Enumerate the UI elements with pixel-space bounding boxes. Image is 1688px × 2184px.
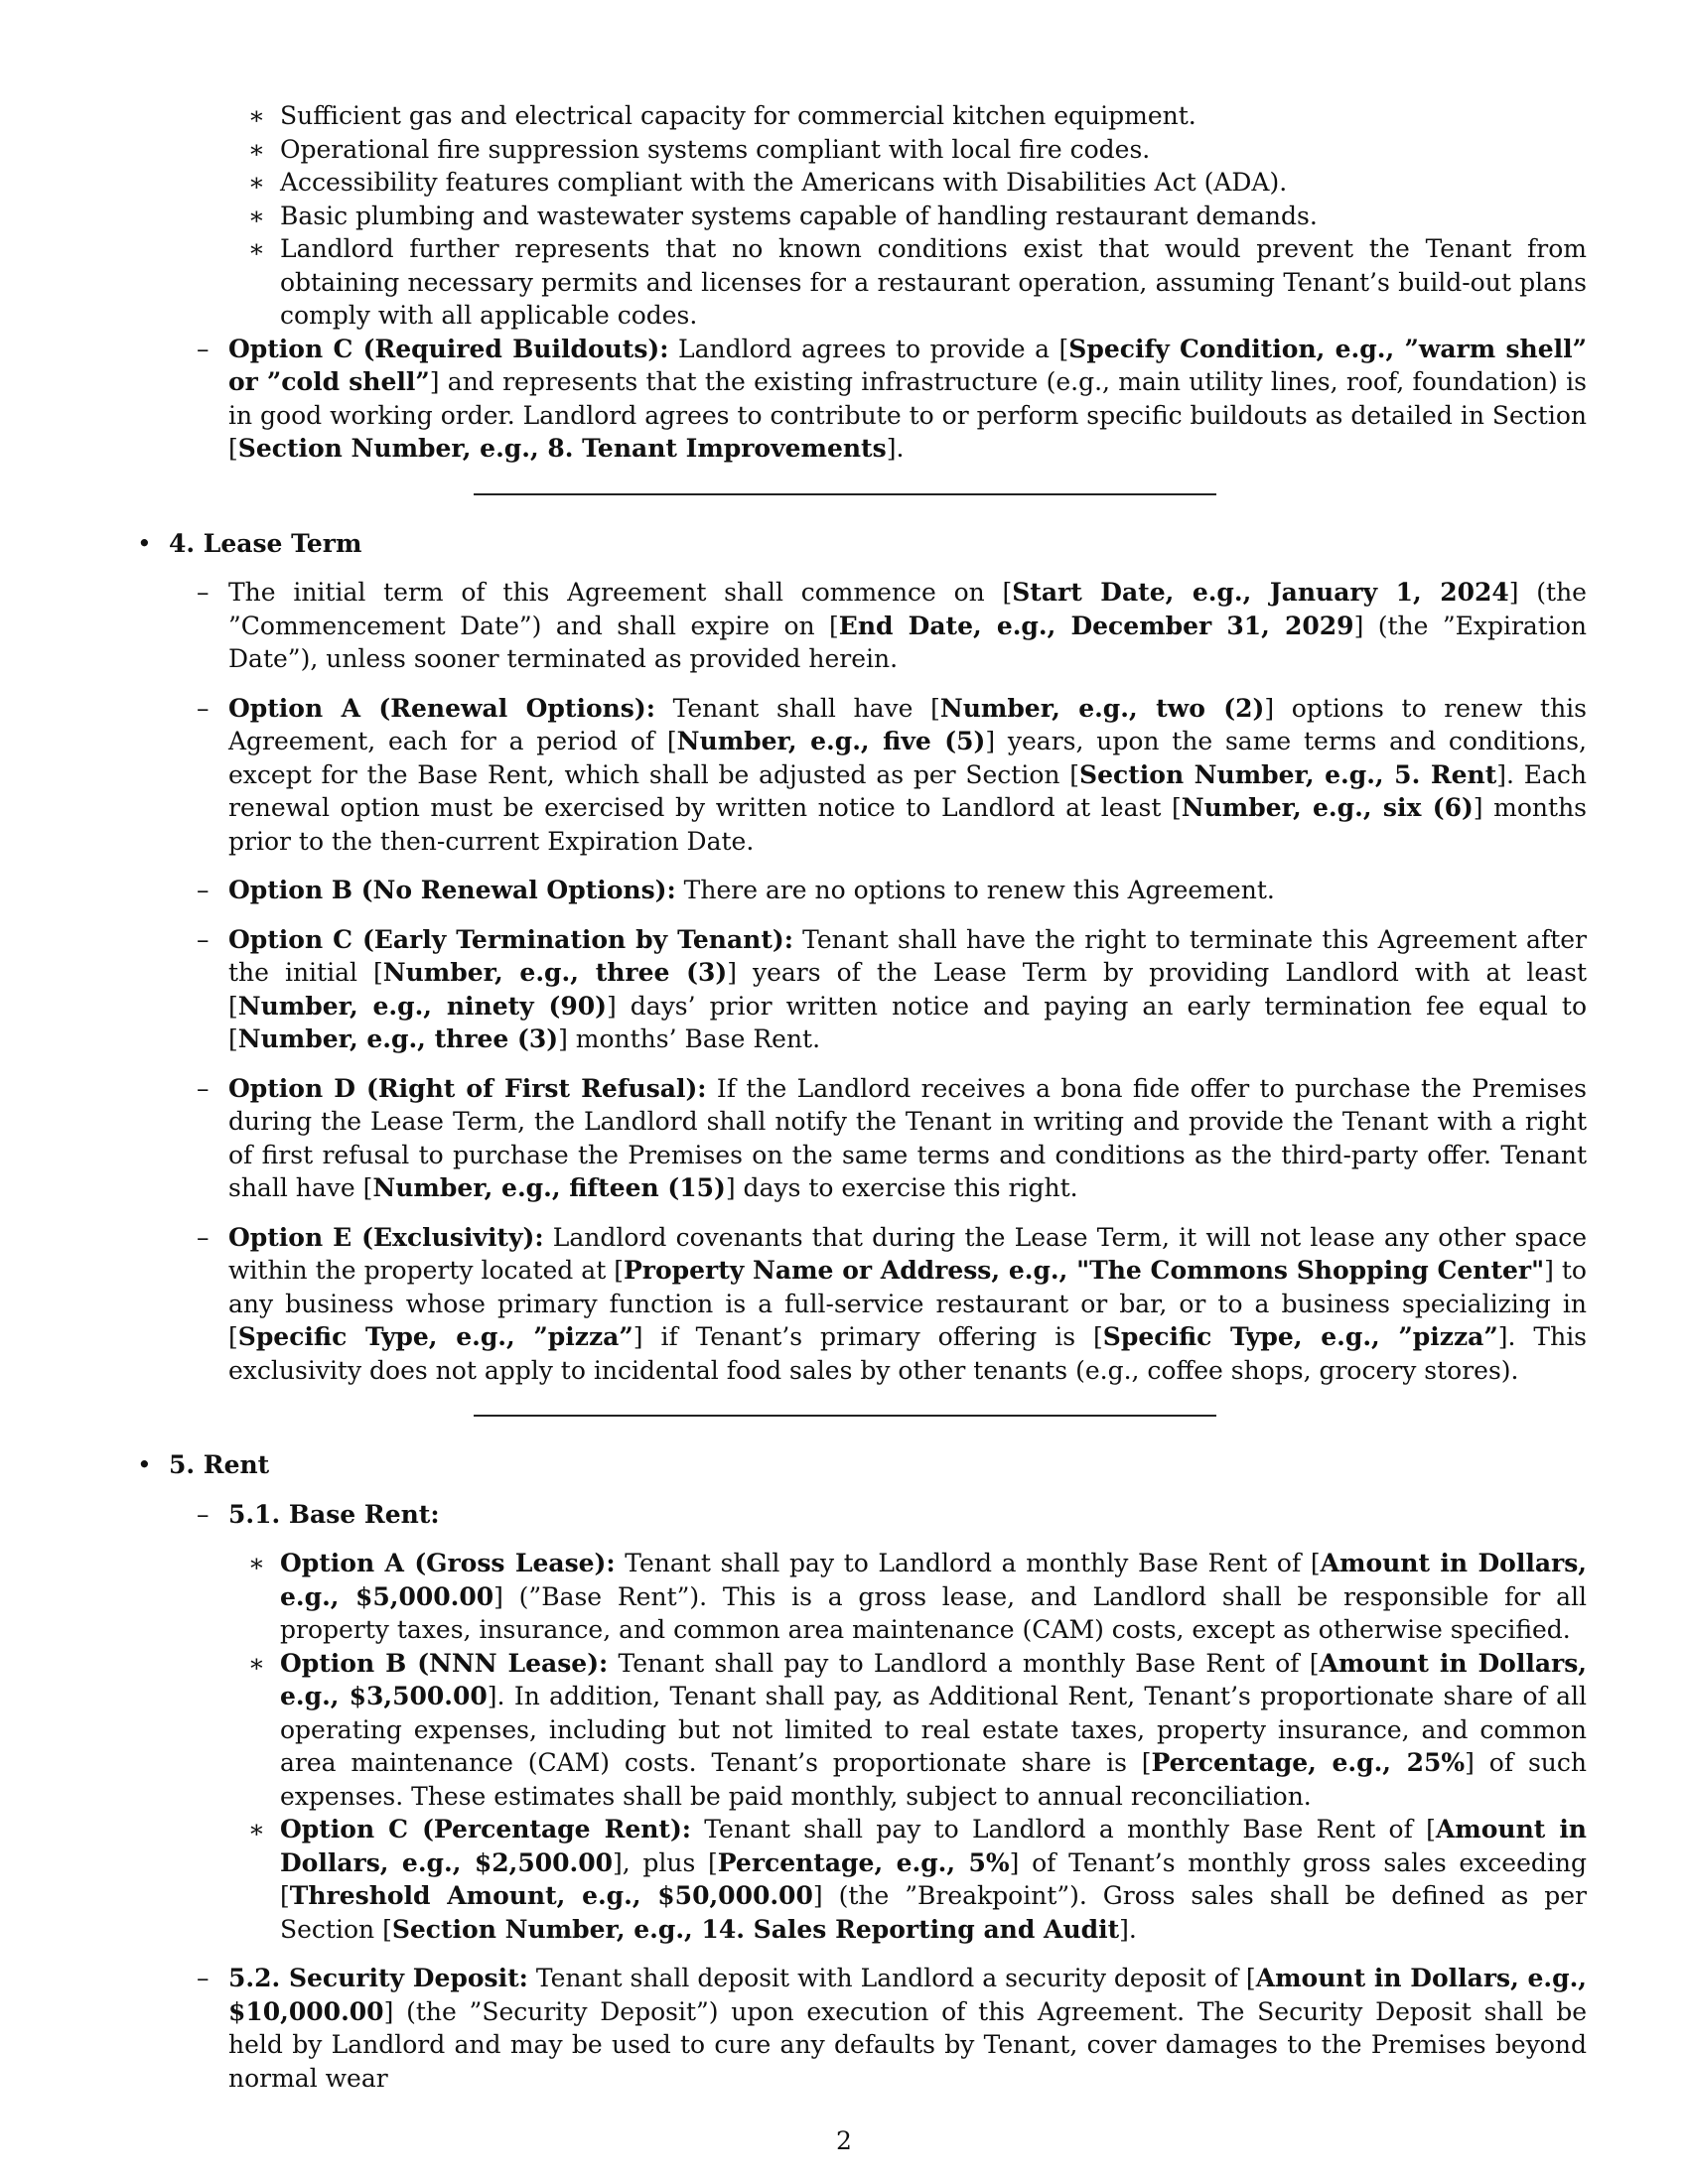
option-b-no-renewal: – Option B (No Renewal Options): There are no options to renew this Agreement. [228, 874, 1587, 907]
dash-marker: – [197, 924, 210, 954]
option-a-renewal-options: – Option A (Renewal Options): Tenant shall have [Number, e.g., two (2)] options to renew this Agreement, each for a period of [Number, e.g., five (5)] years, upon the same terms and conditions, except for the Base Rent, which shall be adjusted as per Section [Section Number, e.g., 5. Rent]. Each renewal option must be exercised by written notice to Landlord at least [Number, e.g., six (6)] months prior to the then-current Expiration Date. [197, 693, 1588, 856]
dash-marker: – [197, 578, 210, 607]
page-content [0, 99, 1688, 2095]
star-marker: ∗ [248, 234, 265, 263]
base-rent-option-a: ∗ Option A (Gross Lease): Tenant shall pay to Landlord a monthly Base Rent of [Amount in Dollars, e.g., $5,000.00] (”Base Rent”). This is a gross lease, and Landlord shall be responsible for all property taxes, insurance, and common area maintenance (CAM) costs, except as otherwise specified. [248, 1549, 1587, 1644]
dash-marker: – [197, 693, 210, 723]
star-marker: ∗ [248, 201, 265, 230]
section-divider [474, 1415, 1216, 1417]
dash-marker: – [197, 1222, 210, 1252]
dash-marker: – [197, 1073, 210, 1103]
star-marker: ∗ [248, 1815, 265, 1843]
list-item: ∗ Basic plumbing and wastewater systems capable of handling restaurant demands. [280, 200, 1587, 233]
dash-marker: – [197, 1964, 210, 1992]
option-e-exclusivity: – Option E (Exclusivity): Landlord covenants that during the Lease Term, it will not lease any other space within the property located at [Property Name or Address, e.g., "The Commons Shopping Center"] to any business whose primary function is a full-service restaurant or bar, or to a business specializing in [Specific Type, e.g., ”pizza”] if Tenant’s primary offering is [Specific Type, e.g., ”pizza”]. This exclusivity does not apply to incidental food sales by other tenants (e.g., coffee shops, grocery stores). [197, 1222, 1588, 1385]
base-rent-option-b: ∗ Option B (NNN Lease): Tenant shall pay to Landlord a monthly Base Rent of [Amount in Dollars, e.g., $3,500.00]. In addition, Tenant shall pay, as Additional Rent, Tenant’s proportionate share of all operating expenses, including but not limited to real estate taxes, property insurance, and common area maintenance (CAM) costs. Tenant’s proportionate share is [Percentage, e.g., 25%] of such expenses. These estimates shall be paid monthly, subject to annual reconciliation. [248, 1648, 1587, 1811]
page-number: 2 [836, 2126, 852, 2155]
bullet-marker: • [137, 528, 152, 558]
dash-marker: – [197, 334, 210, 363]
list-item: ∗ Landlord further represents that no known conditions exist that would prevent the Tenant from obtaining necessary permits and licenses for a restaurant operation, assuming Tenant’s build-out plans comply with all applicable codes. [248, 234, 1587, 330]
option-d-right-of-first-refusal: – Option D (Right of First Refusal): If the Landlord receives a bona fide offer to purchase the Premises during the Lease Term, the Landlord shall notify the Tenant in writing and provide the Tenant with a right of first refusal to purchase the Premises on the same terms and conditions as the third-party offer. Tenant shall have [Number, e.g., fifteen (15)] days to exercise this right. [197, 1073, 1587, 1202]
dash-marker: – [197, 1499, 210, 1529]
option-c-required-buildouts: – Option C (Required Buildouts): Landlord agrees to provide a [Specify Condition, e.g., ”warm shell” or ”cold shell”] and represents that the existing infrastructure (e.g., main utility lines, roof, foundation) is in good working order. Landlord agrees to contribute to or perform specific buildouts as detailed in Section [Section Number, e.g., 8. Tenant Improvements]. [197, 334, 1588, 463]
option-c-early-termination: – Option C (Early Termination by Tenant): Tenant shall have the right to terminate this Agreement after the initial [Number, e.g., three (3)] years of the Lease Term by providing Landlord with at least [Number, e.g., ninety (90)] days’ prior written notice and paying an early termination fee equal to [Number, e.g., three (3)] months’ Base Rent. [197, 924, 1588, 1053]
section-divider [474, 493, 1216, 495]
dash-marker: – [197, 876, 210, 904]
section-heading-rent: • 5. Rent [169, 1448, 1688, 1482]
list-item: ∗ Accessibility features compliant with the Americans with Disabilities Act (ADA). [280, 166, 1587, 200]
base-rent-option-c: ∗ Option C (Percentage Rent): Tenant shall pay to Landlord a monthly Base Rent of [Amount in Dollars, e.g., $2,500.00], plus [Percentage, e.g., 5%] of Tenant’s monthly gross sales exceeding [Threshold Amount, e.g., $50,000.00] (the ”Breakpoint”). Gross sales shall be defined as per Section [Section Number, e.g., 14. Sales Reporting and Audit]. [248, 1815, 1588, 1944]
star-marker: ∗ [248, 134, 265, 164]
star-marker: ∗ [248, 168, 265, 197]
section-heading-lease-term: • 4. Lease Term [169, 527, 1688, 561]
lease-term-intro: – The initial term of this Agreement shall commence on [Start Date, e.g., January 1, 2024] (the ”Commencement Date”) and shall expire on [End Date, e.g., December 31, 2029] (the ”Expiration Date”), unless sooner terminated as provided herein. [197, 578, 1587, 673]
star-marker: ∗ [248, 1648, 265, 1678]
list-item: ∗ Sufficient gas and electrical capacity for commercial kitchen equipment. [280, 99, 1587, 133]
base-rent-heading: – 5.1. Base Rent: [228, 1498, 1587, 1532]
star-marker: ∗ [248, 1549, 265, 1577]
list-item: ∗ Operational fire suppression systems compliant with local fire codes. [280, 133, 1587, 167]
security-deposit: – 5.2. Security Deposit: Tenant shall deposit with Landlord a security deposit of [Amount in Dollars, e.g., $10,000.00] (the ”Security Deposit”) upon execution of this Agreement. The Security Deposit shall be held by Landlord and may be used to cure any defaults by Tenant, cover damages to the Premises beyond normal wear [197, 1964, 1588, 2093]
bullet-marker: • [137, 1450, 152, 1479]
star-marker: ∗ [248, 101, 265, 130]
